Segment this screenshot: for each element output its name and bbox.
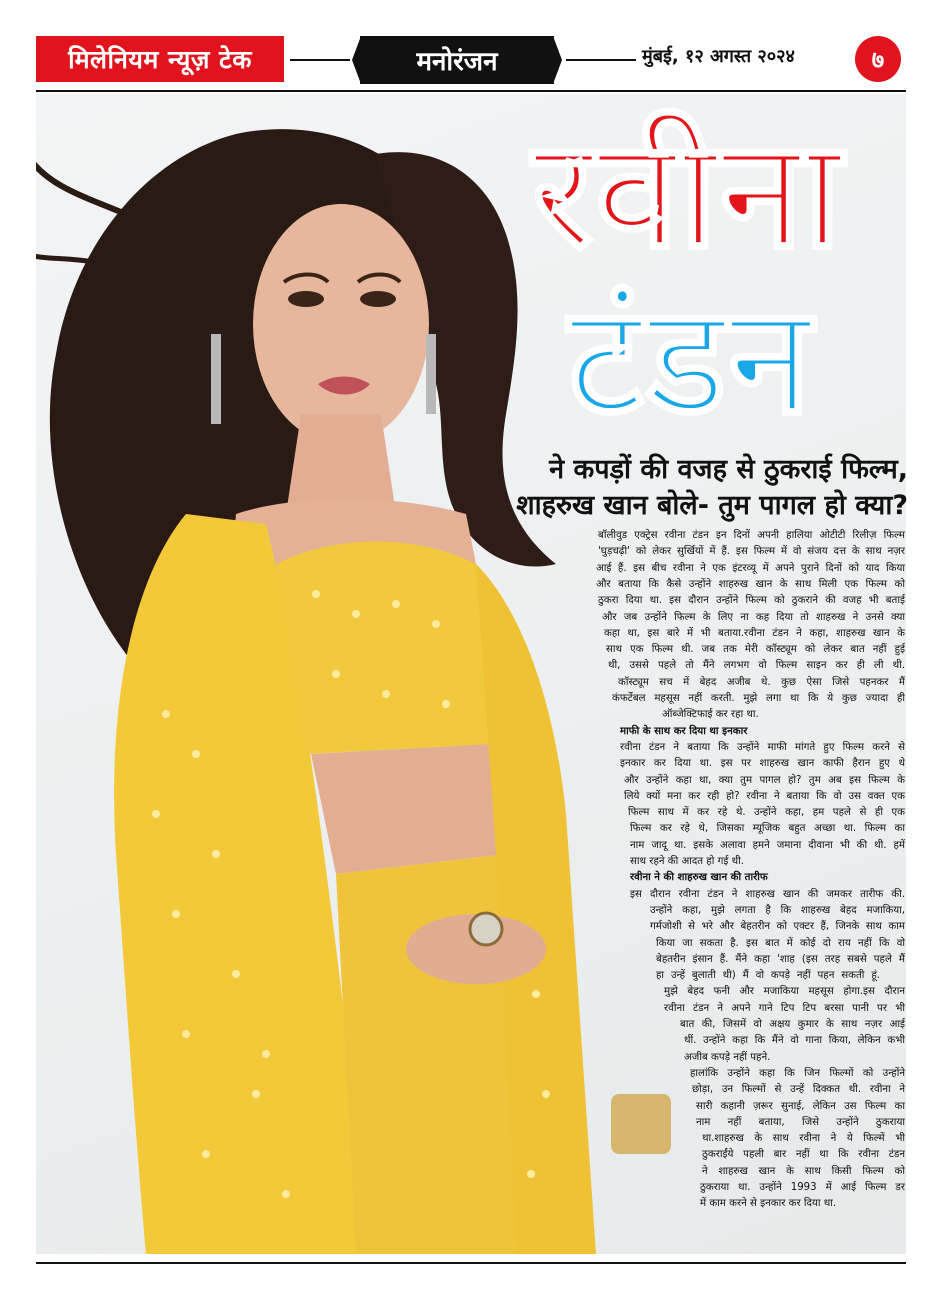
article-line: कॉस्ट्यूम सच में बेहद अजीब थे. कुछ ऐसा जिसे पहनकर मैं <box>618 676 905 688</box>
top-rule <box>36 90 906 92</box>
article-line: और उन्होंने कहा था, क्या तुम पागल हो? तुम अब इस फिल्म के <box>624 774 905 786</box>
newspaper-brand: मिलेनियम न्यूज़ टेक <box>36 36 284 82</box>
article-line: और बताया कि कैसे उन्होंने शाहरुख खान के साथ मिली एक फिल्म को <box>596 578 905 590</box>
article-line: हालांकि उन्होंने कहा कि जिन फिल्मों को उन्होंने <box>690 1067 905 1079</box>
article-line: बेहतरीन इंसान हैं. मैंने कहा 'शाह (इस तरह सबसे पहले मैं <box>656 953 905 965</box>
article-line: इस दौरान रवीना टंडन ने शाहरुख खान की जमकर तारीफ की. <box>630 888 905 900</box>
article-line: ठुकराईंये पहली बार नहीं था कि रवीना टंडन <box>702 1149 905 1161</box>
headline-name-first: रवीना <box>532 108 844 282</box>
subheadline-line-2: शाहरुख खान बोले- तुम पागल हो क्या? <box>516 490 908 521</box>
article-line: साथ रहने की आदत हो गई थी. <box>630 856 744 867</box>
article-subheading: माफी के साथ कर दिया था इनकार <box>620 725 748 737</box>
article-line: मुझे बेहद फनी और मजाकिया महसूस होगा.इस दौरान <box>664 986 905 998</box>
bottom-rule <box>36 1262 906 1264</box>
section-notch-right <box>553 36 562 84</box>
masthead <box>0 0 945 92</box>
article-line: ने शाहरुख खान के साथ किसी फिल्म को <box>702 1165 905 1177</box>
article-line: कहा था, इस बारे में भी बताया.रवीना टंडन ने कहा, शाहरुख खान के <box>604 627 905 639</box>
article-line: नाम जादू था. इसके अलावा हमने जमाना दीवाना भी की थी. हमें <box>630 839 905 851</box>
article-line: हा उन्हें बुलाती थी) मैं वो कपड़े नहीं पहन सकती हूं. <box>656 970 880 982</box>
article-line: किया जा सकता है. इस बात में कोई दो राय नहीं कि वो <box>656 937 905 949</box>
subheadline <box>470 452 908 524</box>
article-line: रवीना टंडन ने बताया कि उन्होंने माफी मांगते हुए फिल्म करने से <box>620 741 905 753</box>
article-line: अजीब कपड़े नहीं पहने. <box>684 1051 771 1063</box>
dateline: मुंबई, १२ अगस्त २०२४ <box>642 46 795 67</box>
article-line: सारी कहानी ज़रूर सुनाई, लेकिन उस फिल्म का <box>696 1100 905 1112</box>
article-line: और जब उन्होंने फिल्म के लिए ना कह दिया तो शाहरुख ने उनसे क्या <box>602 611 905 623</box>
article-line: छोड़ा, उन फिल्मों से उन्हें दिक्कत थी. रवीना ने <box>692 1084 905 1096</box>
article-line: आई हैं. इस बीच रवीना ने एक इंटरव्यू में अपने पुराने दिनों को याद किया <box>596 562 905 574</box>
headline-name-last: टंडन <box>568 274 814 448</box>
article-line: ऑब्जेक्टिफाई कर रहा था. <box>662 709 759 721</box>
article-line: 'घुड़चढ़ी' को लेकर सुर्खियों में हैं. इस फिल्म में वो संजय दत्त के साथ नज़र <box>598 546 905 558</box>
article-line: कंफर्टेबल महसूस नहीं करती. मुझे लगा था कि ये कुछ ज्यादा ही <box>612 693 905 704</box>
subheadline-line-1: ने कपड़ों की वजह से ठुकराई फिल्म, <box>549 454 908 485</box>
section-label: मनोरंजन <box>360 36 554 84</box>
article-line: बात की, जिसमें वो अक्षय कुमार के साथ नज़र आई <box>680 1019 905 1030</box>
article-line: साथ एक फिल्म थी. जब तक मेरी कॉस्ट्यूम को लेकर बात नहीं हुई <box>606 644 905 656</box>
article-line: रवीना टंडन ने अपने गाने टिप टिप बरसा पानी पर भी <box>664 1002 905 1014</box>
article-line: उन्होंने कहा, मुझे लगता है कि शाहरुख बेहद मजाकिया, <box>650 904 905 916</box>
article-line: फिल्म कर रहे थे, जिसका म्यूजिक बहुत अच्छा था. फिल्म का <box>630 823 905 835</box>
article-line: इनकार कर दिया था. इस पर शाहरुख खान काफी हैरान हुए थे <box>620 758 905 770</box>
article-line: फिल्म साथ में कर रहे थे. उन्होंने कहा, हम पहले से ही एक <box>628 807 905 819</box>
article-line: थी, उससे पहले तो मैंने लगभग वो फिल्म साइन कर ही ली थी. <box>608 660 905 672</box>
article-line: बॉलीवुड एक्ट्रेस रवीना टंडन इन दिनों अपनी हालिया ओटीटी रिलीज़ फिल्म <box>598 530 905 541</box>
article-line: नाम नहीं बताया, जिसे उन्होंने ठुकराया <box>696 1116 905 1128</box>
article-line: थीं. उन्होंने कहा कि मैंने वो गाना किया, लेकिन कभी <box>684 1035 905 1047</box>
section-label-wrap <box>352 36 562 84</box>
article-line: गर्मजोशी से भरे और बेहतरीन को एक्टर हैं, जिनके साथ काम <box>650 921 905 933</box>
article-line: ठुकरा दिया था. इस दौरान उन्होंने फिल्म को ठुकराने की वजह भी बताई <box>598 595 905 607</box>
article-line: में काम करने से इनकार कर दिया था. <box>700 1198 837 1210</box>
masthead-rule-left <box>290 59 350 61</box>
article-subheading: रवीना ने की शाहरुख खान की तारीफ <box>630 872 768 884</box>
article-line: लिये क्यों मना कर रही हो? रवीना ने बताया कि वो उस वक्त एक <box>624 790 905 802</box>
page-number: ७ <box>855 36 901 82</box>
masthead-rule-right <box>566 59 636 61</box>
article-line: था.शाहरुख के साथ रवीना ने ये फिल्में भी <box>702 1133 905 1145</box>
article-line: ठुकराया था. उन्होंने 1993 में आई फिल्म डर <box>700 1182 905 1193</box>
